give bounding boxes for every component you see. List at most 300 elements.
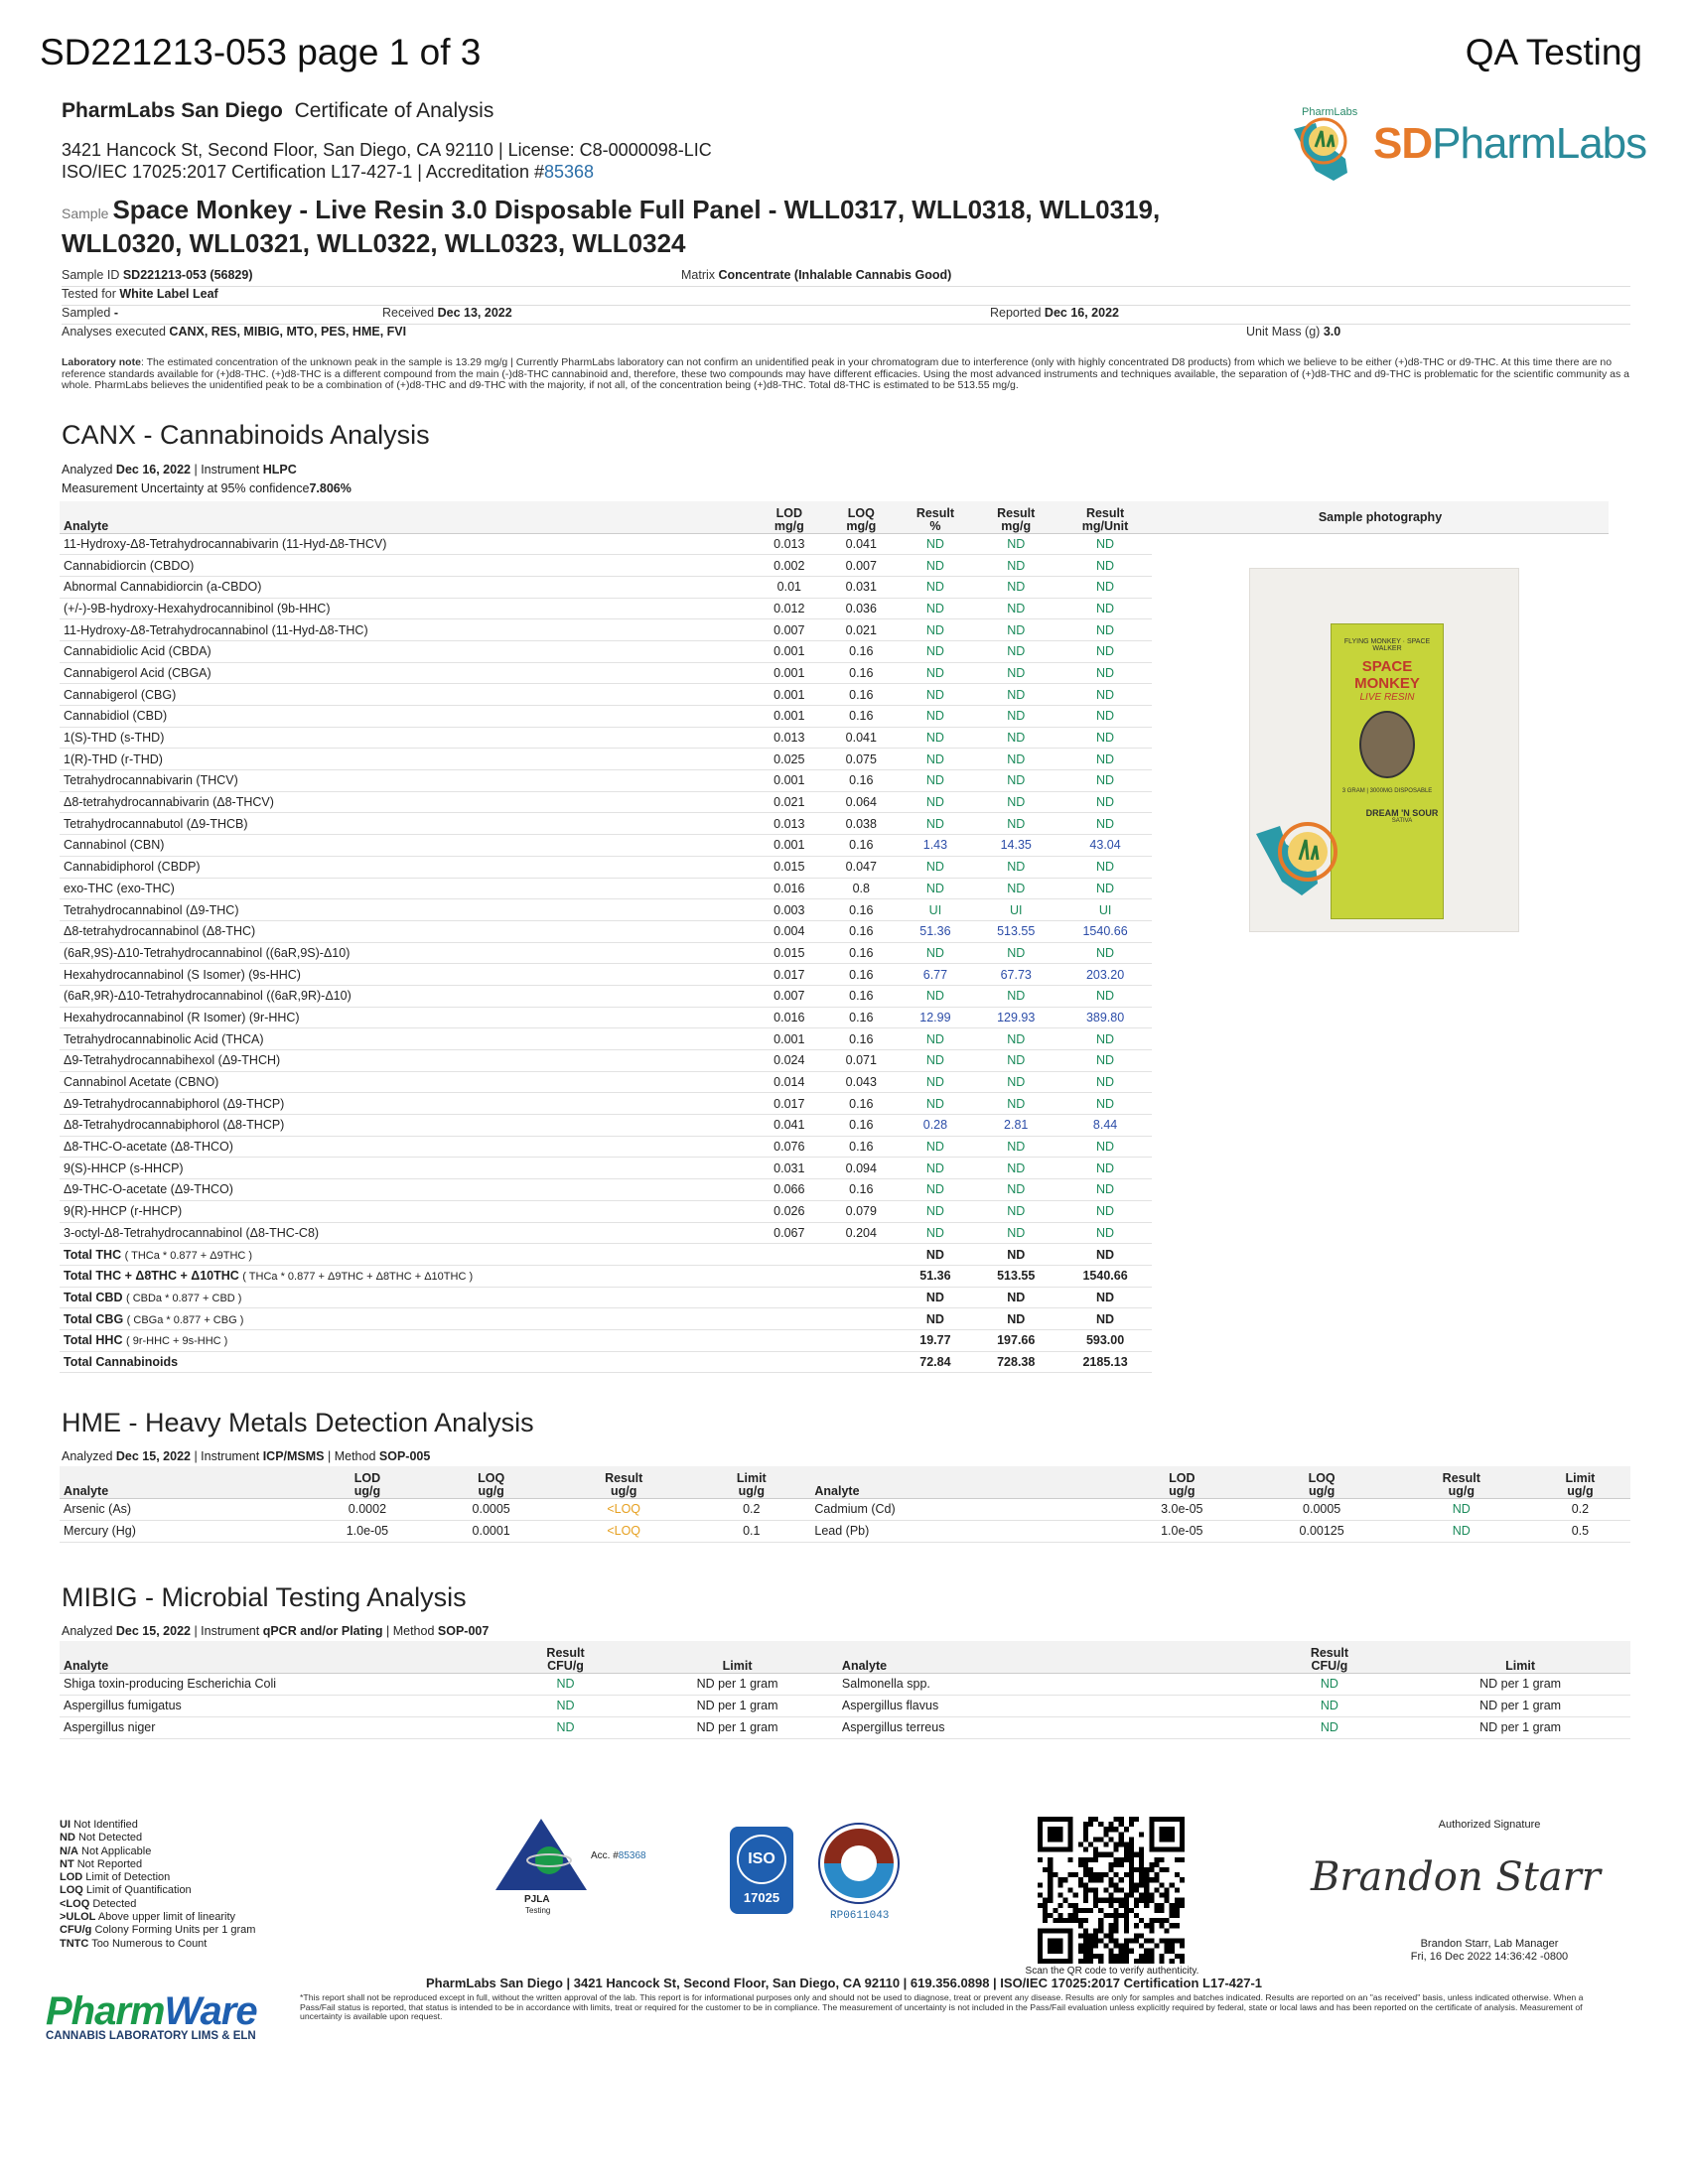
- loq-value: 0.16: [825, 706, 897, 728]
- loq-value: 0.16: [825, 1093, 897, 1115]
- analyte-name: Δ9-THC-O-acetate (Δ9-THCO): [60, 1179, 754, 1201]
- analyte-name: Tetrahydrocannabinol (Δ9-THC): [60, 899, 754, 921]
- california-badge-icon: [1276, 101, 1375, 191]
- lab-address: [62, 139, 712, 183]
- loq-value: 0.021: [825, 619, 897, 641]
- legend-item: LOD Limit of Detection: [60, 1871, 171, 1884]
- loq-value: 0.036: [825, 598, 897, 619]
- metal-value: <LOQ: [555, 1498, 692, 1520]
- loq-value: 0.16: [825, 1136, 897, 1158]
- meta-row-3: Sampled - Received Dec 13, 2022 Reported Dec 16, 2022: [62, 306, 1630, 325]
- metal-value: <LOQ: [555, 1520, 692, 1542]
- col-result-unit: Result mg/Unit: [1058, 501, 1152, 533]
- lod-value: 0.017: [754, 1093, 825, 1115]
- analyte-name: Arsenic (As): [60, 1498, 308, 1520]
- result-value: ND: [973, 878, 1058, 899]
- lod-value: 0.01: [754, 576, 825, 598]
- result-value: ND: [973, 1093, 1058, 1115]
- canx-total-row: [60, 1287, 1152, 1308]
- loq-value: 0.16: [825, 684, 897, 706]
- result-value: ND: [973, 942, 1058, 964]
- canx-row: [60, 555, 1152, 577]
- loq-value: 0.075: [825, 749, 897, 770]
- result-value: ND: [973, 598, 1058, 619]
- analyte-name: (+/-)-9B-hydroxy-Hexahydrocannibinol (9b-HHC): [60, 598, 754, 619]
- loq-value: 0.16: [825, 1007, 897, 1028]
- metal-value: 0.00125: [1251, 1520, 1393, 1542]
- canx-row: [60, 770, 1152, 792]
- result-value: ND: [898, 727, 974, 749]
- laboratory-note: Laboratory note: The estimated concentration of the unknown peak in the sample is 13.29 mg/g | Currently PharmLabs laboratory can not confirm an unidentified peak in your chromatogram due to interference (only with highly concentrated D8 products) from which we believe to be either (+)d8-THC or d9-THC. At this time there are no reference standards available for (+)d8-THC. (+)d8-THC is a different compound from the main (-)d8-THC cannabinoid and, therefore, these two compounds may have different efficacies. Using the most advanced instruments and techniques available, the separation of (+)d8-THC and d9-THC is problematic for the scientific community as a whole. PharmLabs believes the unidentified peak to be a combination of (+)d8-THC and d9-THC with the majority, if not all, of the concentration being (+)d8-THC. Total d8-THC is estimated to be 513.55 mg/g.: [62, 356, 1629, 391]
- analyte-name: Cannabinol Acetate (CBNO): [60, 1071, 754, 1093]
- analyte-name: 9(S)-HHCP (s-HHCP): [60, 1158, 754, 1179]
- analyte-name: Δ9-Tetrahydrocannabihexol (Δ9-THCH): [60, 1050, 754, 1072]
- microbial-row: [60, 1716, 1630, 1738]
- col-result-pct: Result %: [898, 501, 974, 533]
- result-value: ND: [898, 1158, 974, 1179]
- total-label: Total HHC ( 9r-HHC + 9s-HHC ): [60, 1329, 754, 1351]
- result-value: ND: [973, 1158, 1058, 1179]
- loq-value: 0.204: [825, 1222, 897, 1244]
- sample-title: Sample Space Monkey - Live Resin 3.0 Disposable Full Panel - WLL0317, WLL0318, WLL0319, WLL0320, WLL0321, WLL0322, WLL0323, WLL0324: [62, 195, 1161, 258]
- mibig-analyzed: Analyzed Dec 15, 2022 | Instrument qPCR and/or Plating | Method SOP-007: [62, 1624, 490, 1638]
- loq-value: 0.071: [825, 1050, 897, 1072]
- result-value: 1540.66: [1058, 920, 1152, 942]
- lod-value: 0.001: [754, 1028, 825, 1050]
- lod-value: 0.001: [754, 706, 825, 728]
- result-value: ND: [898, 985, 974, 1007]
- address-line: 3421 Hancock St, Second Floor, San Diego, CA 92110 | License: C8-0000098-LIC: [62, 140, 712, 160]
- result-value: ND: [1058, 727, 1152, 749]
- microbial-value: ND: [494, 1673, 636, 1695]
- result-value: ND: [973, 813, 1058, 835]
- result-value: ND: [973, 1071, 1058, 1093]
- result-value: ND: [973, 662, 1058, 684]
- lod-value: 0.041: [754, 1115, 825, 1137]
- canx-row: [60, 1007, 1152, 1028]
- result-value: 67.73: [973, 964, 1058, 986]
- hme-analyzed: Analyzed Dec 15, 2022 | Instrument ICP/MSMS | Method SOP-005: [62, 1449, 431, 1463]
- result-value: ND: [1058, 856, 1152, 878]
- result-value: 2.81: [973, 1115, 1058, 1137]
- canx-total-row: [60, 1244, 1152, 1266]
- lod-value: 0.017: [754, 964, 825, 986]
- meta-row-2: Tested for White Label Leaf: [62, 287, 1630, 306]
- canx-total-row: [60, 1308, 1152, 1330]
- canx-uncertainty: Measurement Uncertainty at 95% confidence7.806%: [62, 481, 352, 495]
- loq-value: 0.16: [825, 899, 897, 921]
- total-value: ND: [898, 1308, 974, 1330]
- microbial-value: ND per 1 gram: [636, 1695, 838, 1716]
- lod-value: 0.066: [754, 1179, 825, 1201]
- loq-value: 0.038: [825, 813, 897, 835]
- loq-value: 0.16: [825, 662, 897, 684]
- analyte-name: Cannabinol (CBN): [60, 835, 754, 857]
- loq-value: 0.16: [825, 640, 897, 662]
- total-value: 1540.66: [1058, 1265, 1152, 1287]
- analyte-name: Aspergillus terreus: [838, 1716, 1249, 1738]
- result-value: ND: [973, 684, 1058, 706]
- product-box-image: FLYING MONKEY · SPACE WALKER SPACE MONKEY LIVE RESIN 3 GRAM | 3000MG DISPOSABLE DREAM 'N SOUR SATIVA: [1331, 623, 1444, 919]
- canx-row: [60, 1158, 1152, 1179]
- metal-value: ND: [1393, 1520, 1530, 1542]
- result-value: ND: [1058, 598, 1152, 619]
- total-value: ND: [1058, 1287, 1152, 1308]
- analyte-name: Cadmium (Cd): [810, 1498, 1113, 1520]
- svg-text:PharmLabs: PharmLabs: [1302, 106, 1358, 118]
- result-value: ND: [1058, 1136, 1152, 1158]
- legend-item: >ULOL Above upper limit of linearity: [60, 1911, 236, 1924]
- signature-label: Authorized Signature: [1438, 1819, 1541, 1831]
- total-value: ND: [898, 1287, 974, 1308]
- analyte-name: Hexahydrocannabinol (R Isomer) (9r-HHC): [60, 1007, 754, 1028]
- dea-seal-icon: [814, 1819, 904, 1908]
- result-value: ND: [1058, 1028, 1152, 1050]
- lod-value: 0.024: [754, 1050, 825, 1072]
- metal-value: 0.2: [692, 1498, 810, 1520]
- result-value: ND: [898, 1093, 974, 1115]
- metal-value: 1.0e-05: [308, 1520, 427, 1542]
- result-value: 43.04: [1058, 835, 1152, 857]
- microbial-value: ND: [494, 1716, 636, 1738]
- analyte-name: 1(S)-THD (s-THD): [60, 727, 754, 749]
- result-value: ND: [898, 706, 974, 728]
- analyte-name: Tetrahydrocannabivarin (THCV): [60, 770, 754, 792]
- legend-item: N/A Not Applicable: [60, 1844, 152, 1857]
- result-value: ND: [1058, 1050, 1152, 1072]
- analyte-name: Abnormal Cannabidiorcin (a-CBDO): [60, 576, 754, 598]
- page-id: SD221213-053 page 1 of 3: [40, 32, 482, 72]
- result-value: ND: [973, 1179, 1058, 1201]
- result-value: ND: [898, 1222, 974, 1244]
- loq-value: 0.041: [825, 727, 897, 749]
- result-value: ND: [898, 576, 974, 598]
- result-value: ND: [1058, 576, 1152, 598]
- analyte-name: Δ8-THC-O-acetate (Δ8-THCO): [60, 1136, 754, 1158]
- total-value: 197.66: [973, 1329, 1058, 1351]
- result-value: ND: [898, 1071, 974, 1093]
- result-value: ND: [898, 1200, 974, 1222]
- canx-row: [60, 727, 1152, 749]
- analyte-name: 9(R)-HHCP (r-HHCP): [60, 1200, 754, 1222]
- iso-badge: ISO 17025: [730, 1827, 793, 1914]
- result-value: ND: [1058, 662, 1152, 684]
- loq-value: 0.16: [825, 1179, 897, 1201]
- result-value: ND: [898, 749, 974, 770]
- loq-value: 0.16: [825, 985, 897, 1007]
- metal-value: 0.1: [692, 1520, 810, 1542]
- canx-title: CANX - Cannabinoids Analysis: [62, 420, 430, 450]
- metal-value: 0.0001: [427, 1520, 555, 1542]
- canx-row: [60, 640, 1152, 662]
- canx-table: [60, 501, 1152, 1373]
- analyte-name: Cannabigerol Acid (CBGA): [60, 662, 754, 684]
- analyte-name: (6aR,9R)-Δ10-Tetrahydrocannabinol ((6aR,9R)-Δ10): [60, 985, 754, 1007]
- result-value: ND: [1058, 555, 1152, 577]
- result-value: ND: [973, 1222, 1058, 1244]
- lod-value: 0.013: [754, 533, 825, 555]
- loq-value: 0.064: [825, 791, 897, 813]
- result-value: ND: [898, 1179, 974, 1201]
- lod-value: 0.003: [754, 899, 825, 921]
- result-value: ND: [1058, 1071, 1152, 1093]
- legend-item: <LOQ Detected: [60, 1897, 137, 1910]
- legend-item: ND Not Detected: [60, 1832, 143, 1844]
- total-label: Total THC + Δ8THC + Δ10THC ( THCa * 0.877 + Δ9THC + Δ8THC + Δ10THC ): [60, 1265, 754, 1287]
- result-value: ND: [898, 619, 974, 641]
- total-value: ND: [898, 1244, 974, 1266]
- result-value: ND: [1058, 749, 1152, 770]
- logo-text: SDPharmLabs: [1373, 119, 1647, 168]
- microbial-value: ND per 1 gram: [1410, 1673, 1630, 1695]
- total-value: ND: [1058, 1308, 1152, 1330]
- lod-value: 0.021: [754, 791, 825, 813]
- col-analyte: Analyte: [60, 501, 754, 533]
- result-value: ND: [973, 1136, 1058, 1158]
- result-value: ND: [1058, 1222, 1152, 1244]
- loq-value: 0.031: [825, 576, 897, 598]
- pjla-badge: Acc. #85368 PJLA Testing: [492, 1815, 670, 1924]
- result-value: UI: [898, 899, 974, 921]
- result-value: ND: [973, 1200, 1058, 1222]
- result-value: ND: [1058, 684, 1152, 706]
- analyte-name: Shiga toxin-producing Escherichia Coli: [60, 1673, 494, 1695]
- canx-row: [60, 749, 1152, 770]
- canx-row: [60, 856, 1152, 878]
- analyte-name: Cannabigerol (CBG): [60, 684, 754, 706]
- verification-qr-code[interactable]: [1038, 1817, 1185, 1964]
- pharmlabs-watermark-icon: [1246, 804, 1365, 913]
- canx-row: [60, 813, 1152, 835]
- analyte-name: Hexahydrocannabinol (S Isomer) (9s-HHC): [60, 964, 754, 986]
- canx-total-row: [60, 1351, 1152, 1373]
- result-value: ND: [1058, 640, 1152, 662]
- result-value: ND: [1058, 619, 1152, 641]
- result-value: 0.28: [898, 1115, 974, 1137]
- result-value: ND: [1058, 813, 1152, 835]
- microbial-value: ND: [1249, 1716, 1411, 1738]
- legend-item: UI Not Identified: [60, 1819, 138, 1831]
- legend-item: CFU/g Colony Forming Units per 1 gram: [60, 1924, 256, 1937]
- abbreviation-legend: [60, 1819, 255, 1951]
- dea-badge: RP0611043: [814, 1819, 914, 1928]
- total-value: 728.38: [973, 1351, 1058, 1373]
- lod-value: 0.016: [754, 878, 825, 899]
- qa-label: QA Testing: [1465, 32, 1642, 72]
- signature-name: Brandon Starr, Lab Manager Fri, 16 Dec 2022 14:36:42 -0800: [1410, 1938, 1569, 1963]
- microbial-value: ND per 1 gram: [636, 1716, 838, 1738]
- legend-item: LOQ Limit of Quantification: [60, 1884, 192, 1897]
- pjla-triangle-icon: [492, 1815, 591, 1894]
- loq-value: 0.079: [825, 1200, 897, 1222]
- cert-line: ISO/IEC 17025:2017 Certification L17-427-1 | Accreditation #85368: [62, 162, 595, 182]
- pharmware-logo: PharmWare CANNABIS LABORATORY LIMS & ELN: [46, 1989, 257, 2042]
- lab-title: [62, 99, 493, 123]
- analyte-name: Aspergillus fumigatus: [60, 1695, 494, 1716]
- hme-table: Analyte LOD ug/g LOQ ug/g Result ug/g Limit ug/g Analyte LOD ug/g LOQ ug/g Result ug/g Limit ug/g Arsenic (As) 0.0002 0.0005 <LOQ 0.2 Cadmium (Cd) 3.0e-05 0.0005 ND 0.2 Mercury (Hg) 1.0e-05 0.0001 <LOQ 0.1 Lead (Pb) 1.0e-05 0.00125 ND 0.5: [60, 1466, 1630, 1543]
- analyte-name: Tetrahydrocannabinolic Acid (THCA): [60, 1028, 754, 1050]
- col-loq: LOQ mg/g: [825, 501, 897, 533]
- analyte-name: Cannabidiolic Acid (CBDA): [60, 640, 754, 662]
- total-value: ND: [973, 1287, 1058, 1308]
- result-value: ND: [898, 640, 974, 662]
- result-value: 1.43: [898, 835, 974, 857]
- mibig-title: MIBIG - Microbial Testing Analysis: [62, 1582, 467, 1612]
- loq-value: 0.16: [825, 942, 897, 964]
- analyte-name: Cannabidiorcin (CBDO): [60, 555, 754, 577]
- analyte-name: Salmonella spp.: [838, 1673, 1249, 1695]
- analyte-name: (6aR,9S)-Δ10-Tetrahydrocannabinol ((6aR,9S)-Δ10): [60, 942, 754, 964]
- total-value: 513.55: [973, 1265, 1058, 1287]
- result-value: ND: [898, 1136, 974, 1158]
- canx-row: [60, 1222, 1152, 1244]
- legend-item: TNTC Too Numerous to Count: [60, 1937, 208, 1950]
- result-value: ND: [898, 555, 974, 577]
- microbial-row: [60, 1673, 1630, 1695]
- col-result-mgg: Result mg/g: [973, 501, 1058, 533]
- lod-value: 0.013: [754, 813, 825, 835]
- lod-value: 0.001: [754, 640, 825, 662]
- result-value: ND: [898, 770, 974, 792]
- analyte-name: Δ8-Tetrahydrocannabiphorol (Δ8-THCP): [60, 1115, 754, 1137]
- monkey-icon: [1359, 711, 1415, 778]
- result-value: 203.20: [1058, 964, 1152, 986]
- metal-row: [60, 1520, 1630, 1542]
- analyte-name: 3-octyl-Δ8-Tetrahydrocannabinol (Δ8-THC-C8): [60, 1222, 754, 1244]
- total-value: 593.00: [1058, 1329, 1152, 1351]
- result-value: 129.93: [973, 1007, 1058, 1028]
- lod-value: 0.001: [754, 770, 825, 792]
- canx-row: [60, 1179, 1152, 1201]
- total-label: Total THC ( THCa * 0.877 + Δ9THC ): [60, 1244, 754, 1266]
- canx-row: [60, 835, 1152, 857]
- microbial-value: ND: [1249, 1695, 1411, 1716]
- legend-item: NT Not Reported: [60, 1857, 143, 1870]
- qr-caption: Scan the QR code to verify authenticity.: [1025, 1966, 1199, 1977]
- loq-value: 0.043: [825, 1071, 897, 1093]
- canx-analyzed: Analyzed Dec 16, 2022 | Instrument HLPC: [62, 463, 297, 477]
- lod-value: 0.001: [754, 662, 825, 684]
- result-value: ND: [973, 856, 1058, 878]
- canx-total-row: [60, 1265, 1152, 1287]
- result-value: ND: [898, 878, 974, 899]
- canx-row: [60, 598, 1152, 619]
- lod-value: 0.012: [754, 598, 825, 619]
- microbial-value: ND per 1 gram: [636, 1673, 838, 1695]
- lod-value: 0.067: [754, 1222, 825, 1244]
- lod-value: 0.015: [754, 856, 825, 878]
- lod-value: 0.001: [754, 684, 825, 706]
- result-value: ND: [973, 1050, 1058, 1072]
- loq-value: 0.041: [825, 533, 897, 555]
- analyte-name: Aspergillus flavus: [838, 1695, 1249, 1716]
- canx-row: [60, 533, 1152, 555]
- result-value: ND: [1058, 770, 1152, 792]
- hme-title: HME - Heavy Metals Detection Analysis: [62, 1408, 534, 1437]
- lod-value: 0.015: [754, 942, 825, 964]
- total-label: Total CBG ( CBGa * 0.877 + CBG ): [60, 1308, 754, 1330]
- canx-row: [60, 964, 1152, 986]
- lod-value: 0.014: [754, 1071, 825, 1093]
- canx-row: [60, 1050, 1152, 1072]
- sample-photography-header: Sample photography: [1152, 501, 1609, 534]
- result-value: 14.35: [973, 835, 1058, 857]
- metal-row: [60, 1498, 1630, 1520]
- total-value: 19.77: [898, 1329, 974, 1351]
- analyte-name: Tetrahydrocannabutol (Δ9-THCB): [60, 813, 754, 835]
- lod-value: 0.026: [754, 1200, 825, 1222]
- metal-value: 0.0005: [427, 1498, 555, 1520]
- result-value: ND: [898, 662, 974, 684]
- loq-value: 0.8: [825, 878, 897, 899]
- lod-value: 0.002: [754, 555, 825, 577]
- canx-row: [60, 1136, 1152, 1158]
- result-value: ND: [898, 1028, 974, 1050]
- result-value: ND: [973, 533, 1058, 555]
- metal-value: 0.0005: [1251, 1498, 1393, 1520]
- analyte-name: Aspergillus niger: [60, 1716, 494, 1738]
- signature-image: Brandon Starr: [1311, 1854, 1601, 1900]
- result-value: ND: [898, 813, 974, 835]
- lab-name: PharmLabs San Diego: [62, 99, 283, 122]
- canx-row: [60, 1115, 1152, 1137]
- loq-value: 0.16: [825, 964, 897, 986]
- sdpharmlabs-logo: [1276, 101, 1647, 191]
- microbial-value: ND: [494, 1695, 636, 1716]
- result-value: ND: [973, 640, 1058, 662]
- result-value: ND: [898, 942, 974, 964]
- total-value: ND: [1058, 1244, 1152, 1266]
- canx-row: [60, 684, 1152, 706]
- microbial-value: ND: [1249, 1673, 1411, 1695]
- meta-row-4: Analyses executed CANX, RES, MIBIG, MTO, PES, HME, FVI Unit Mass (g) 3.0: [62, 325, 1341, 339]
- canx-row: [60, 942, 1152, 964]
- loq-value: 0.094: [825, 1158, 897, 1179]
- total-value: ND: [973, 1308, 1058, 1330]
- canx-row: [60, 1028, 1152, 1050]
- canx-row: [60, 1071, 1152, 1093]
- canx-row: [60, 1093, 1152, 1115]
- lod-value: 0.004: [754, 920, 825, 942]
- loq-value: 0.16: [825, 1028, 897, 1050]
- result-value: 6.77: [898, 964, 974, 986]
- result-value: ND: [973, 985, 1058, 1007]
- loq-value: 0.16: [825, 835, 897, 857]
- analyte-name: Mercury (Hg): [60, 1520, 308, 1542]
- lod-value: 0.025: [754, 749, 825, 770]
- accreditation-link[interactable]: 85368: [543, 162, 595, 182]
- metal-value: ND: [1393, 1498, 1530, 1520]
- canx-row: [60, 662, 1152, 684]
- result-value: ND: [1058, 1200, 1152, 1222]
- lod-value: 0.007: [754, 985, 825, 1007]
- result-value: ND: [973, 1028, 1058, 1050]
- microbial-value: ND per 1 gram: [1410, 1716, 1630, 1738]
- result-value: 513.55: [973, 920, 1058, 942]
- lod-value: 0.007: [754, 619, 825, 641]
- loq-value: 0.047: [825, 856, 897, 878]
- lod-value: 0.016: [754, 1007, 825, 1028]
- result-value: ND: [898, 856, 974, 878]
- result-value: ND: [973, 727, 1058, 749]
- lod-value: 0.001: [754, 835, 825, 857]
- total-value: ND: [973, 1244, 1058, 1266]
- result-value: ND: [898, 791, 974, 813]
- result-value: ND: [898, 598, 974, 619]
- total-label: Total Cannabinoids: [60, 1351, 754, 1373]
- metal-value: 0.2: [1530, 1498, 1630, 1520]
- canx-row: [60, 619, 1152, 641]
